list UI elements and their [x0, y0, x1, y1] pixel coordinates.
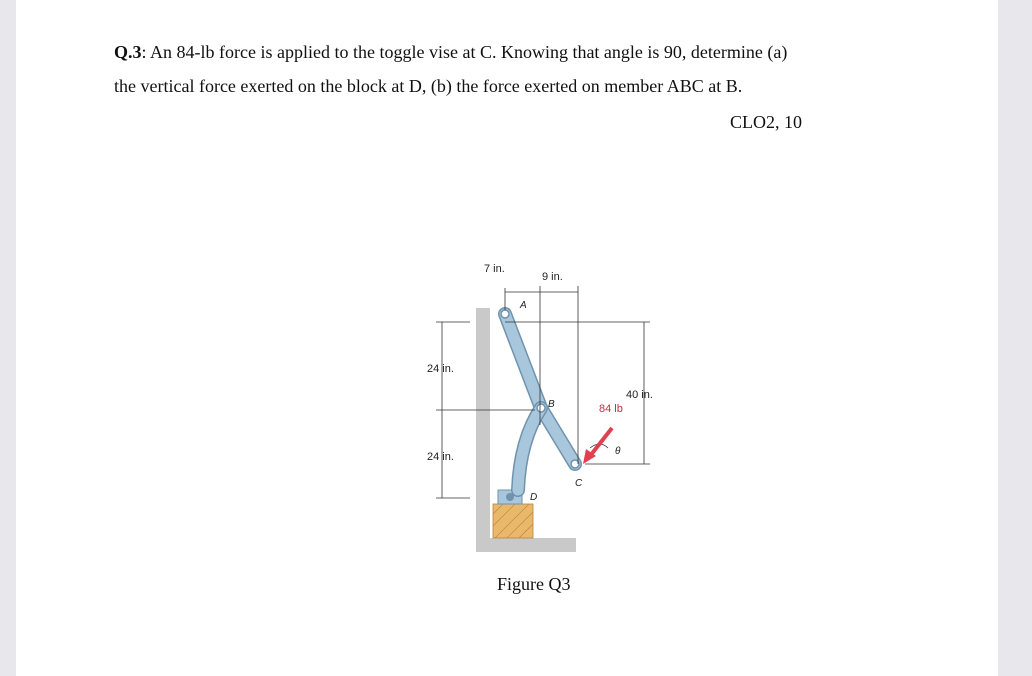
clo-marks: CLO2, 10: [730, 112, 802, 132]
label-b: B: [548, 399, 555, 410]
vise-base-column: [476, 308, 490, 552]
question-line-2: the vertical force exerted on the block at D, (b) the force exerted on member ABC at B.: [114, 76, 743, 96]
force-label: 84 lb: [599, 403, 623, 415]
dim-9in: 9 in.: [542, 271, 563, 283]
figure-caption: Figure Q3: [497, 574, 571, 594]
toggle-vise-figure: [400, 250, 680, 560]
block-d: [493, 504, 533, 538]
pin-a: [501, 310, 509, 318]
label-d: D: [530, 492, 538, 503]
toggle-vise-diagram: [400, 250, 680, 560]
vise-base-floor: [476, 538, 576, 552]
dim-24in-lower: 24 in.: [427, 451, 454, 463]
label-c: C: [575, 478, 583, 489]
label-a: A: [520, 300, 527, 311]
question-number: Q.3: [114, 42, 142, 62]
question-text-1: : An 84-lb force is applied to the toggle vise at C. Knowing that angle is 90, determine (a): [141, 42, 788, 62]
force-arrow-shaft: [590, 428, 612, 456]
dim-24in-upper: 24 in.: [427, 363, 454, 375]
angle-theta: θ: [615, 446, 621, 457]
pin-b: [537, 404, 545, 412]
dim-7in: 7 in.: [484, 263, 505, 275]
dim-40in: 40 in.: [626, 389, 653, 401]
question-line-1: [114, 42, 787, 63]
dimension-lines: [436, 286, 650, 498]
